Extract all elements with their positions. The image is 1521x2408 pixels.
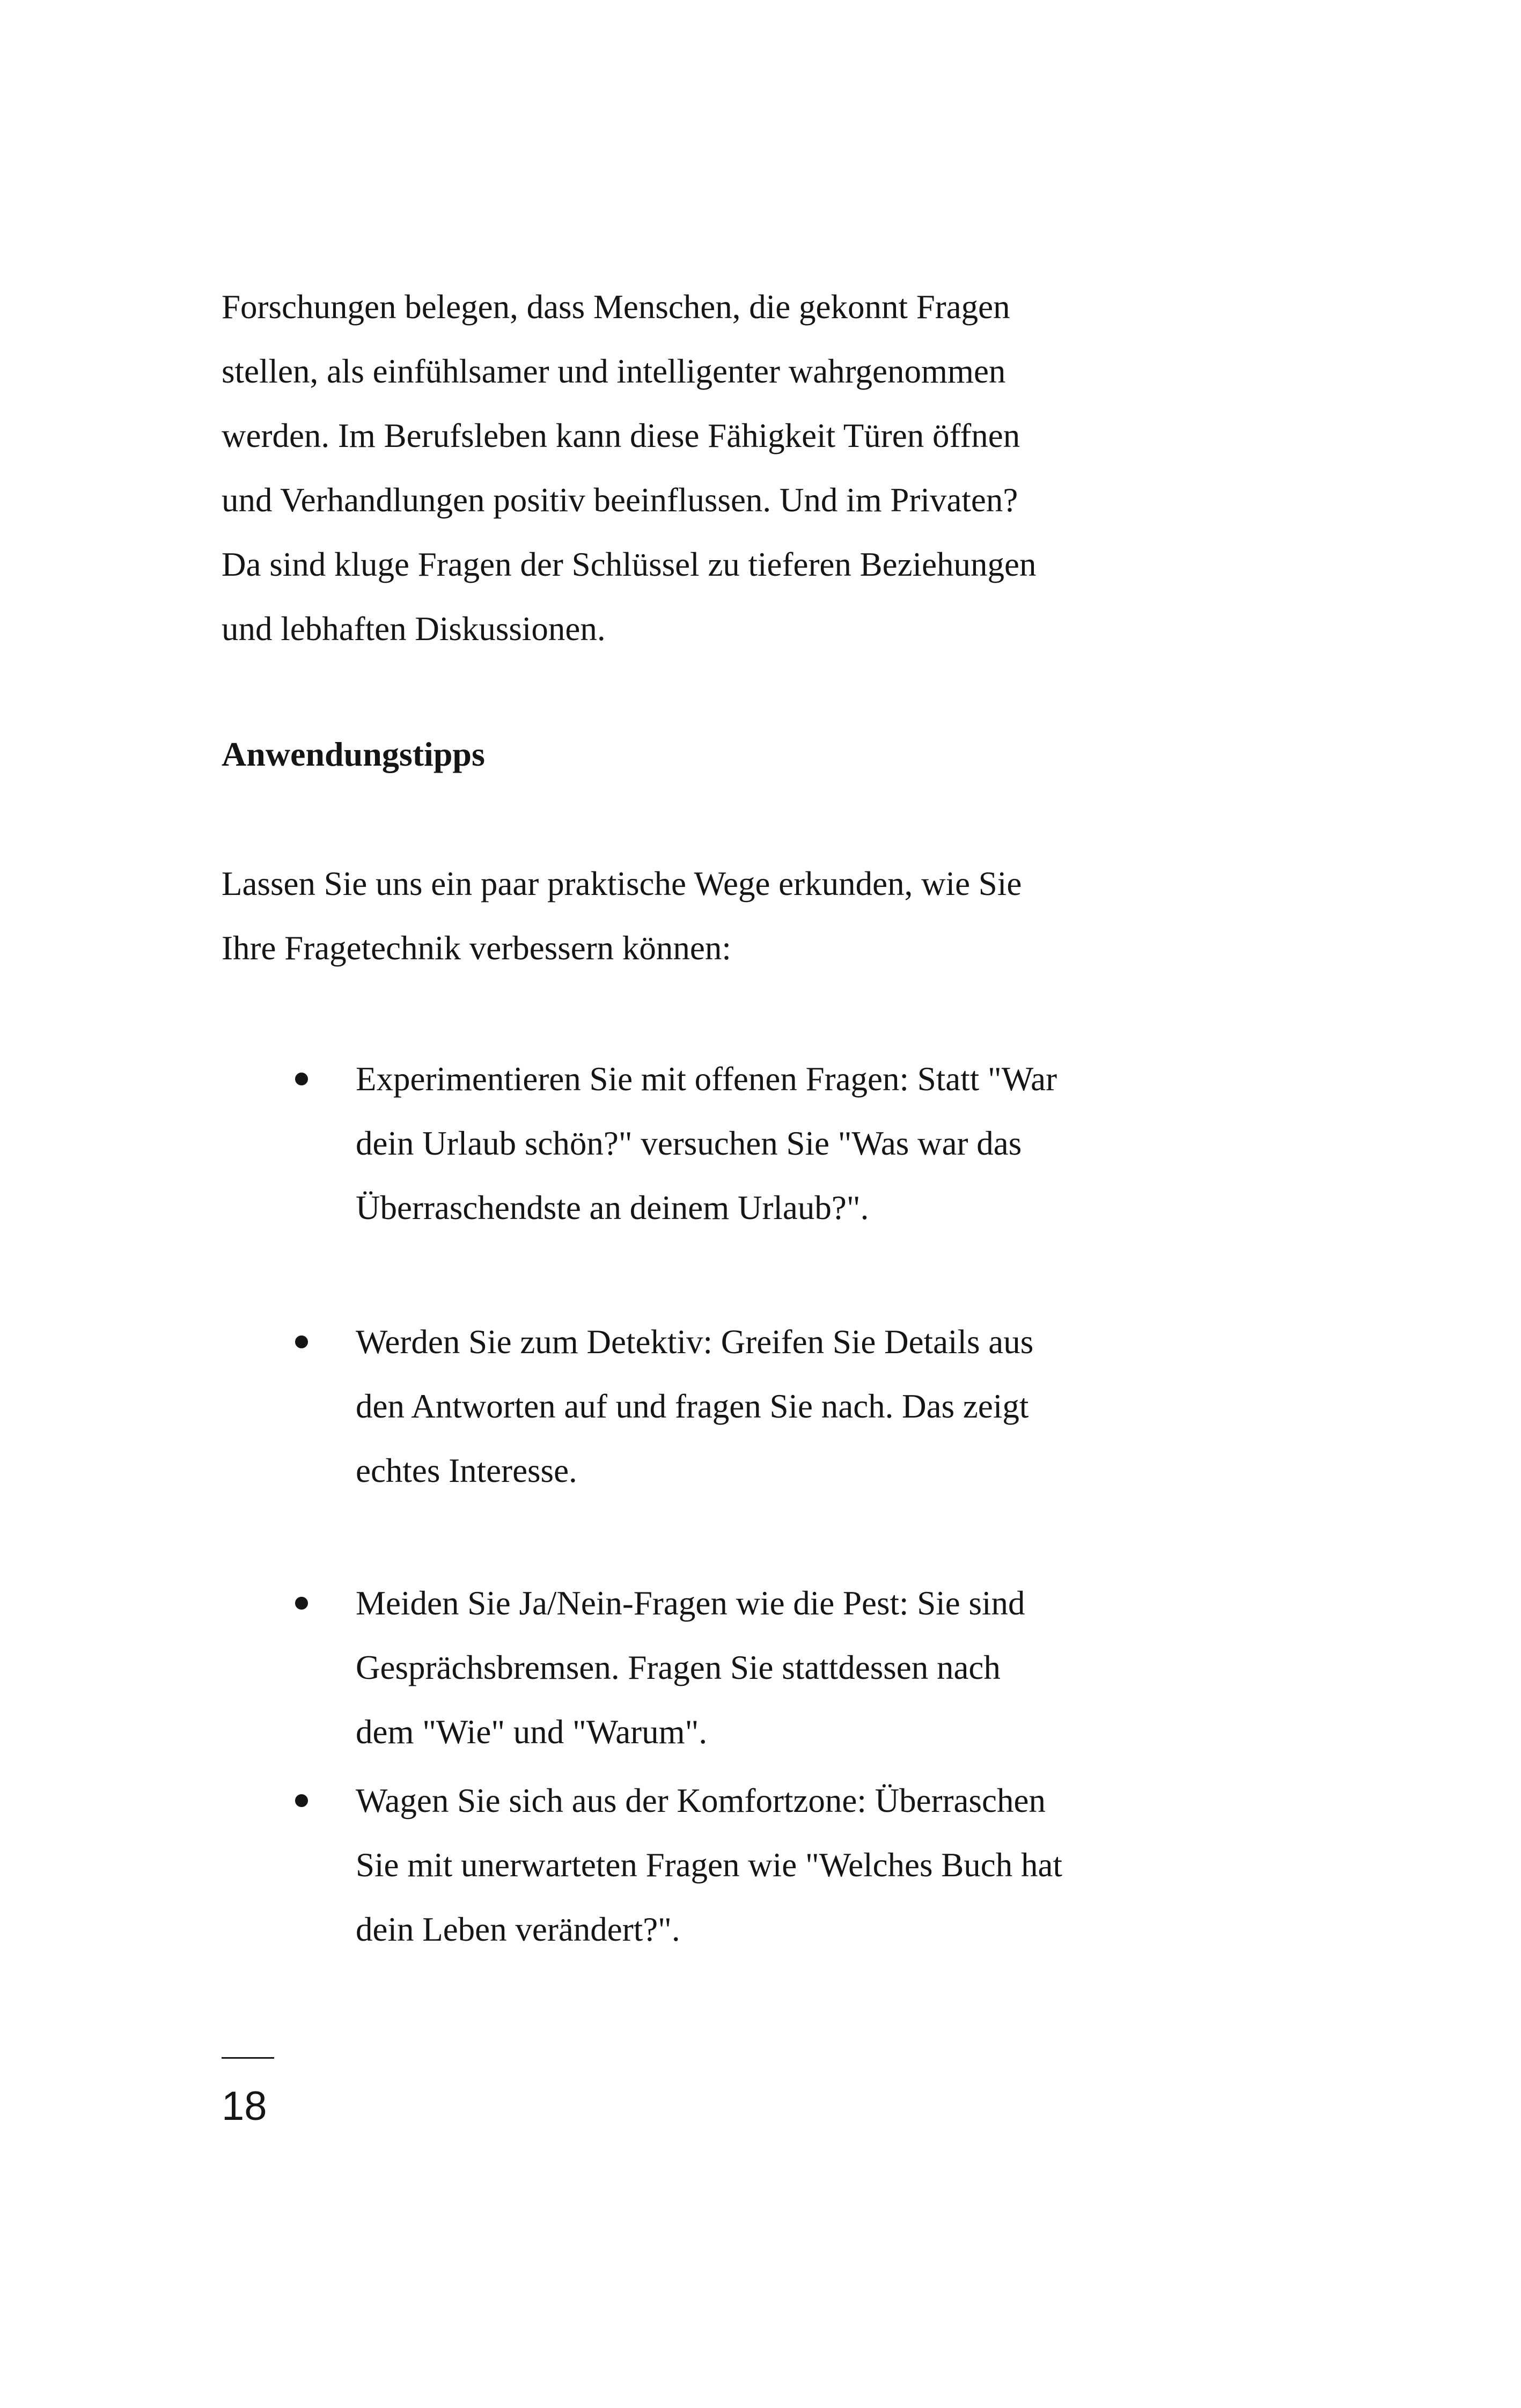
list-item-text: [356, 1571, 1025, 1764]
list-item-line: Überraschendste an deinem Urlaub?".: [356, 1189, 869, 1227]
footer-divider: [222, 2057, 274, 2059]
list-item-line: dem "Wie" und "Warum".: [356, 1713, 708, 1751]
list-item-text: [356, 1310, 1033, 1503]
list-item-line: dein Leben verändert?".: [356, 1911, 680, 1948]
section-heading: Anwendungstipps: [222, 735, 485, 773]
paragraph-line: Da sind kluge Fragen der Schlüssel zu tieferen Beziehungen: [222, 546, 1037, 583]
list-item-text: [356, 1768, 1062, 1962]
list-item-line: Wagen Sie sich aus der Komfortzone: Überraschen: [356, 1782, 1046, 1819]
list-item-line: Sie mit unerwarteten Fragen wie "Welches Buch hat: [356, 1846, 1062, 1884]
intro-paragraph: [222, 851, 1187, 980]
paragraph-line: werden. Im Berufsleben kann diese Fähigkeit Türen öffnen: [222, 417, 1020, 454]
body-paragraph: [222, 275, 1187, 661]
list-item-line: Werden Sie zum Detektiv: Greifen Sie Details aus: [356, 1323, 1034, 1361]
bullet-icon: [295, 1335, 308, 1348]
intro-line: Lassen Sie uns ein paar praktische Wege erkunden, wie Sie: [222, 865, 1022, 902]
paragraph-line: und Verhandlungen positiv beeinflussen. Und im Privaten?: [222, 481, 1018, 519]
intro-line: Ihre Fragetechnik verbessern können:: [222, 929, 731, 967]
list-item-line: dein Urlaub schön?" versuchen Sie "Was war das: [356, 1125, 1022, 1162]
list-item-line: Gesprächsbremsen. Fragen Sie stattdessen nach: [356, 1649, 1001, 1686]
list-item-text: [356, 1047, 1057, 1240]
list-item-line: echtes Interesse.: [356, 1452, 577, 1489]
paragraph-line: und lebhaften Diskussionen.: [222, 610, 606, 648]
list-item-line: Meiden Sie Ja/Nein-Fragen wie die Pest: Sie sind: [356, 1584, 1025, 1622]
paragraph-line: Forschungen belegen, dass Menschen, die gekonnt Fragen: [222, 288, 1010, 326]
bullet-icon: [295, 1597, 308, 1610]
bullet-icon: [295, 1794, 308, 1807]
paragraph-line: stellen, als einfühlsamer und intelligenter wahrgenommen: [222, 353, 1006, 390]
list-item-line: Experimentieren Sie mit offenen Fragen: Statt "War: [356, 1060, 1057, 1098]
page-number: 18: [222, 2083, 267, 2129]
list-item-line: den Antworten auf und fragen Sie nach. Das zeigt: [356, 1387, 1029, 1425]
bullet-icon: [295, 1073, 308, 1085]
